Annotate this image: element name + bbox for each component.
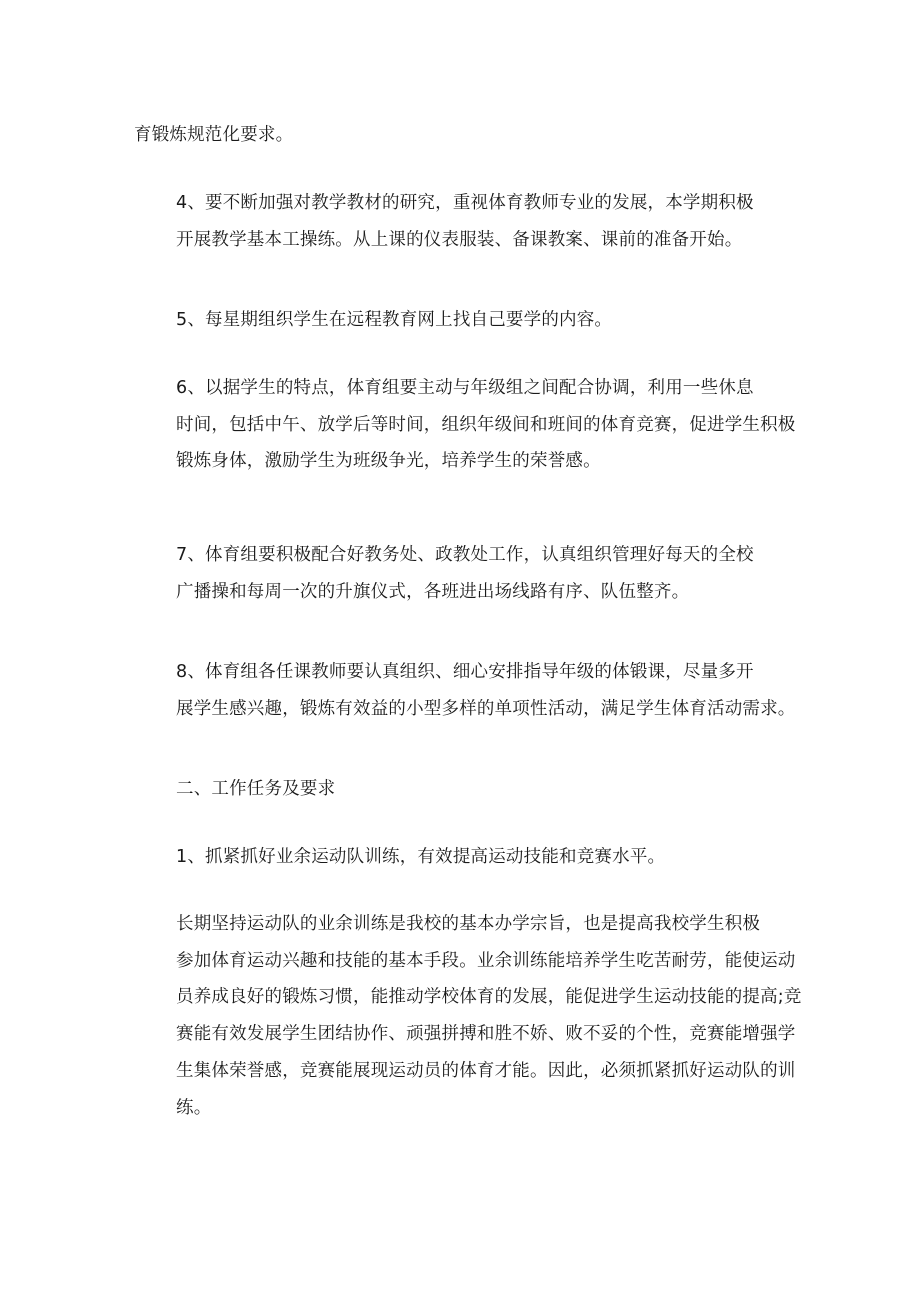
section-heading-2 [134,771,794,808]
body-paragraph-training [134,906,802,1126]
text-line: 展学生感兴趣，锻炼有效益的小型多样的单项性活动，满足学生体育活动需求。 [176,698,796,719]
text-line: 育锻炼规范化要求。 [134,125,294,145]
text-line: 4、要不断加强对教学教材的研究，重视体育教师专业的发展，本学期积极 [176,193,754,213]
text-line: 生集体荣誉感，竞赛能展现运动员的体育才能。因此，必须抓紧抓好运动队的训 [176,1060,796,1081]
paragraph-item-7 [134,537,794,610]
text-line: 员养成良好的锻炼习惯，能推动学校体育的发展，能促进学生运动技能的提高;竞 [176,987,802,1008]
paragraph-item-4 [134,185,794,258]
text-line: 锻炼身体，激励学生为班级争光，培养学生的荣誉感。 [176,451,601,472]
text-line: 6、以据学生的特点，体育组要主动与年级组之间配合协调，利用一些休息 [176,378,754,398]
subsection-heading-1 [134,839,794,876]
paragraph-item-5 [134,302,794,339]
paragraph-item-6 [134,370,794,480]
text-line: 赛能有效发展学生团结协作、顽强拼搏和胜不娇、败不妥的个性，竞赛能增强学 [176,1024,796,1045]
text-line: 5、每星期组织学生在远程教育网上找自己要学的内容。 [176,310,613,330]
text-line: 广播操和每周一次的升旗仪式，各班进出场线路有序、队伍整齐。 [176,581,690,602]
text-line: 开展教学基本工操练。从上课的仪表服装、备课教案、课前的准备开始。 [176,229,743,250]
text-line: 7、体育组要积极配合好教务处、政教处工作，认真组织管理好每天的全校 [176,545,754,565]
text-line: 二、工作任务及要求 [176,779,336,799]
text-line: 时间，包括中午、放学后等时间，组织年级间和班间的体育竞赛，促进学生积极 [176,414,796,435]
paragraph-continuation [134,117,794,154]
text-line: 参加体育运动兴趣和技能的基本手段。业余训练能培养学生吃苦耐劳，能使运动 [176,950,796,971]
text-line: 长期坚持运动队的业余训练是我校的基本办学宗旨，也是提高我校学生积极 [176,914,761,934]
text-line: 练。 [176,1097,212,1118]
paragraph-item-8 [134,654,794,727]
text-line: 8、体育组各任课教师要认真组织、细心安排指导年级的体锻课，尽量多开 [176,662,754,682]
text-line: 1、抓紧抓好业余运动队训练，有效提高运动技能和竞赛水平。 [176,847,666,867]
